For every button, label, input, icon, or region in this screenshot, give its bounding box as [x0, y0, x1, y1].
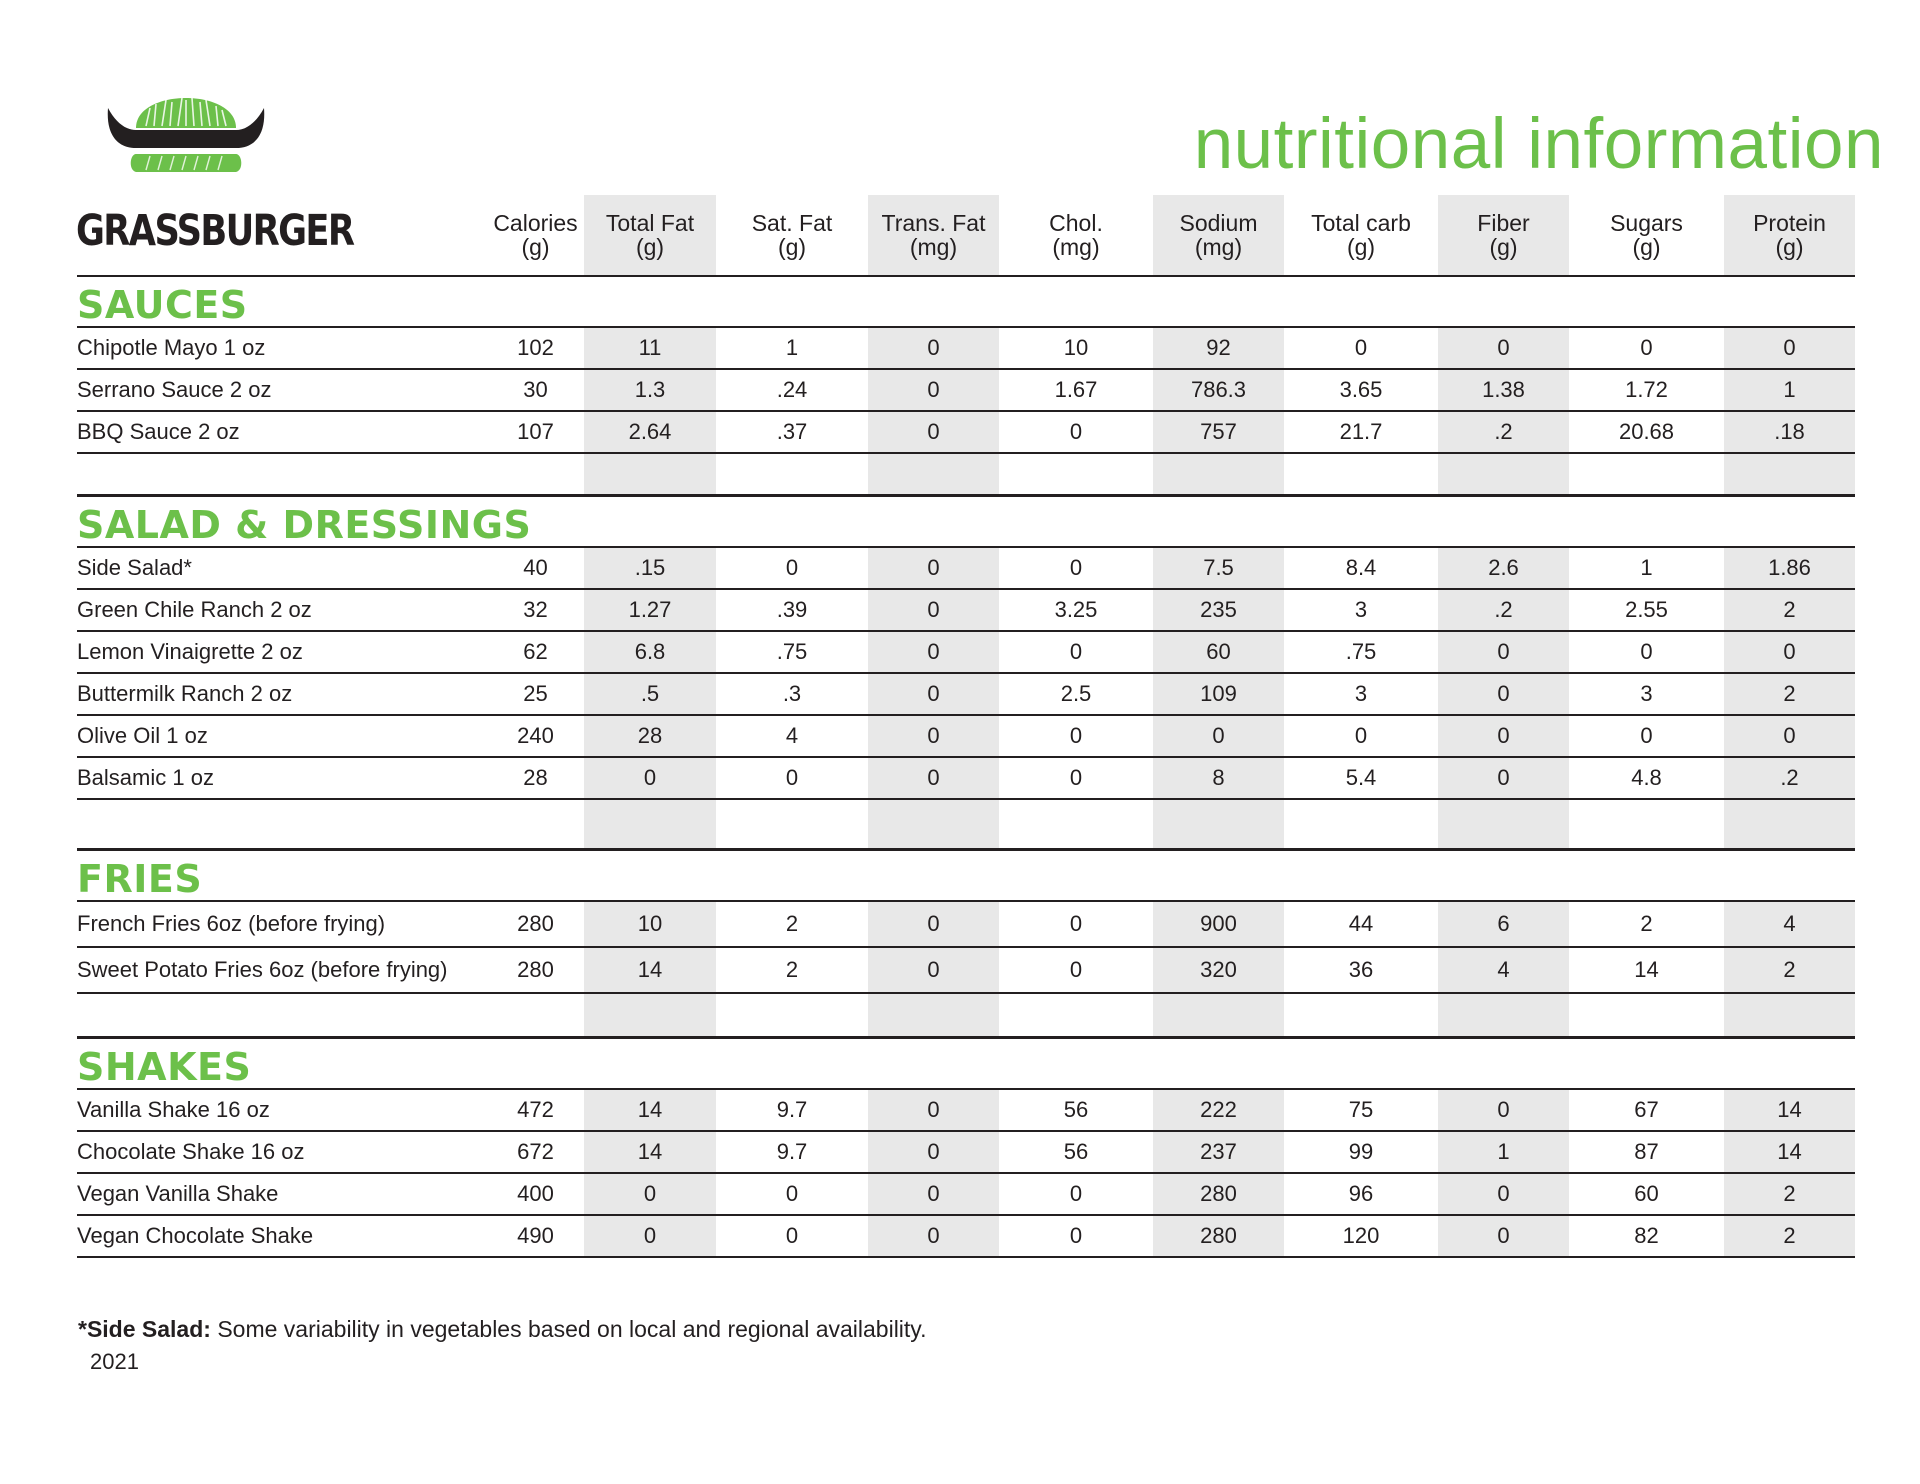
spacer-cell — [1569, 453, 1724, 496]
item-name: Chocolate Shake 16 oz — [77, 1131, 487, 1173]
table-row — [77, 715, 1855, 757]
footnote-text: Some variability in vegetables based on local and regional availability. — [210, 1316, 927, 1342]
spacer-cell — [1438, 993, 1569, 1038]
section-spacer-row — [77, 799, 1855, 850]
footnote — [78, 1316, 927, 1343]
section-title: SAUCES — [77, 283, 248, 327]
table-row — [77, 369, 1855, 411]
nutrient-value: 1.72 — [1569, 369, 1724, 411]
nutrient-value: 0 — [1438, 715, 1569, 757]
section-title: FRIES — [77, 857, 203, 901]
nutrient-value: 2 — [1724, 589, 1855, 631]
nutrient-value: 2 — [1569, 901, 1724, 947]
nutrient-value: 237 — [1153, 1131, 1284, 1173]
nutrient-value: 0 — [1438, 327, 1569, 369]
nutrient-value: 7.5 — [1153, 547, 1284, 589]
nutrient-value: 0 — [999, 411, 1153, 453]
page-title: nutritional information — [1193, 105, 1884, 184]
nutrient-value: 14 — [1724, 1131, 1855, 1173]
section-title: SHAKES — [77, 1045, 252, 1089]
spacer-cell — [1438, 453, 1569, 496]
nutrient-value: 10 — [584, 901, 716, 947]
item-name: Buttermilk Ranch 2 oz — [77, 673, 487, 715]
nutrient-value: 36 — [1284, 947, 1438, 993]
nutrient-value: 0 — [1724, 631, 1855, 673]
column-header-chol: Chol. (mg) — [1049, 210, 1103, 260]
nutrient-value: 757 — [1153, 411, 1284, 453]
nutrient-value: 2 — [1724, 1173, 1855, 1215]
nutrient-value: 0 — [999, 1173, 1153, 1215]
spacer-cell — [1153, 453, 1284, 496]
item-name: Sweet Potato Fries 6oz (before frying) — [77, 947, 487, 993]
table-row — [77, 547, 1855, 589]
nutrient-value: 96 — [1284, 1173, 1438, 1215]
nutrient-value: 0 — [868, 757, 999, 799]
nutrient-value: 11 — [584, 327, 716, 369]
nutrient-value: 0 — [868, 411, 999, 453]
nutrient-value: .15 — [584, 547, 716, 589]
nutrient-value: 0 — [1284, 327, 1438, 369]
column-header-calories: Calories (g) — [493, 210, 578, 260]
nutrient-value: 99 — [1284, 1131, 1438, 1173]
spacer-cell — [1724, 799, 1855, 850]
nutrient-value: 0 — [716, 1173, 868, 1215]
nutrient-value: 0 — [1153, 715, 1284, 757]
nutrient-value: 400 — [487, 1173, 584, 1215]
spacer-cell — [1153, 993, 1284, 1038]
nutrient-value: 4 — [1438, 947, 1569, 993]
nutrient-value: 0 — [1438, 631, 1569, 673]
nutrient-value: 1.27 — [584, 589, 716, 631]
nutrient-value: 0 — [584, 1215, 716, 1257]
column-header-total-carb: Total carb (g) — [1311, 210, 1411, 260]
header-item — [77, 195, 487, 276]
nutrient-value: 0 — [1284, 715, 1438, 757]
nutrient-value: .2 — [1438, 411, 1569, 453]
nutrient-value: .39 — [716, 589, 868, 631]
nutrient-value: 1 — [1724, 369, 1855, 411]
nutrient-value: 2.64 — [584, 411, 716, 453]
table-row — [77, 327, 1855, 369]
nutrient-value: 14 — [1569, 947, 1724, 993]
nutrient-value: 120 — [1284, 1215, 1438, 1257]
spacer-cell — [77, 799, 487, 850]
nutrient-value: 0 — [868, 901, 999, 947]
nutrient-value: 240 — [487, 715, 584, 757]
nutrient-value: 3 — [1284, 673, 1438, 715]
spacer-cell — [487, 799, 584, 850]
column-header-fiber: Fiber (g) — [1438, 195, 1569, 276]
nutrient-value: 3 — [1284, 589, 1438, 631]
nutrient-value: 0 — [716, 757, 868, 799]
nutrient-value: 1.86 — [1724, 547, 1855, 589]
nutrient-value: 67 — [1569, 1089, 1724, 1131]
nutrient-value: 10 — [999, 327, 1153, 369]
table-row — [77, 901, 1855, 947]
footnote-label: *Side Salad: — [78, 1316, 211, 1342]
column-header-trans-fat: Trans. Fat (mg) — [868, 195, 999, 276]
nutrient-value: 2 — [1724, 673, 1855, 715]
column-header-sat-fat: Sat. Fat (g) — [751, 210, 833, 260]
spacer-cell — [1284, 799, 1438, 850]
spacer-cell — [77, 993, 487, 1038]
section-title: SALAD & DRESSINGS — [77, 503, 532, 547]
spacer-cell — [1724, 453, 1855, 496]
nutrient-value: 280 — [487, 947, 584, 993]
nutrient-value: 92 — [1153, 327, 1284, 369]
nutrient-value: 6.8 — [584, 631, 716, 673]
nutrient-value: 14 — [584, 947, 716, 993]
nutrient-value: 44 — [1284, 901, 1438, 947]
spacer-cell — [868, 799, 999, 850]
section-heading-row — [77, 496, 1855, 548]
spacer-cell — [584, 993, 716, 1038]
nutrient-value: 900 — [1153, 901, 1284, 947]
nutrient-value: 0 — [868, 1173, 999, 1215]
nutrient-value: 1.67 — [999, 369, 1153, 411]
nutrient-value: 0 — [1438, 673, 1569, 715]
nutrient-value: 9.7 — [716, 1089, 868, 1131]
nutrient-value: 0 — [584, 757, 716, 799]
nutrient-value: 3 — [1569, 673, 1724, 715]
nutrient-value: .2 — [1724, 757, 1855, 799]
nutrient-value: 0 — [868, 369, 999, 411]
section-spacer-row — [77, 993, 1855, 1038]
nutrient-value: 1 — [716, 327, 868, 369]
nutrient-value: 0 — [1569, 327, 1724, 369]
spacer-cell — [1284, 993, 1438, 1038]
item-name: Balsamic 1 oz — [77, 757, 487, 799]
column-header-protein: Protein (g) — [1724, 195, 1855, 276]
nutrient-value: 4 — [1724, 901, 1855, 947]
nutrient-value: 60 — [1569, 1173, 1724, 1215]
nutrient-value: 2 — [1724, 947, 1855, 993]
spacer-cell — [77, 453, 487, 496]
nutrient-value: 2.6 — [1438, 547, 1569, 589]
item-name: Lemon Vinaigrette 2 oz — [77, 631, 487, 673]
nutrient-value: 672 — [487, 1131, 584, 1173]
spacer-cell — [584, 453, 716, 496]
nutrient-value: 1.38 — [1438, 369, 1569, 411]
nutrient-value: 0 — [868, 715, 999, 757]
nutrient-value: 1 — [1438, 1131, 1569, 1173]
nutrient-value: 56 — [999, 1089, 1153, 1131]
nutrient-value: 56 — [999, 1131, 1153, 1173]
nutrient-value: .37 — [716, 411, 868, 453]
table-end-line — [77, 1257, 1855, 1258]
nutrient-value: 280 — [1153, 1173, 1284, 1215]
nutrient-value: 0 — [1724, 715, 1855, 757]
spacer-cell — [1438, 799, 1569, 850]
end-line-cell — [77, 1257, 1855, 1258]
table-row — [77, 1131, 1855, 1173]
item-name: Serrano Sauce 2 oz — [77, 369, 487, 411]
nutrient-value: 32 — [487, 589, 584, 631]
year: 2021 — [90, 1349, 139, 1374]
nutrient-value: 280 — [1153, 1215, 1284, 1257]
item-name: Vanilla Shake 16 oz — [77, 1089, 487, 1131]
item-name: French Fries 6oz (before frying) — [77, 901, 487, 947]
column-header-sugars: Sugars (g) — [1610, 210, 1683, 260]
nutrient-value: 1 — [1569, 547, 1724, 589]
nutrient-value: 14 — [584, 1131, 716, 1173]
spacer-cell — [868, 993, 999, 1038]
item-name: BBQ Sauce 2 oz — [77, 411, 487, 453]
item-name: Vegan Chocolate Shake — [77, 1215, 487, 1257]
item-name: Chipotle Mayo 1 oz — [77, 327, 487, 369]
table-row — [77, 589, 1855, 631]
nutrient-value: 8 — [1153, 757, 1284, 799]
nutrient-value: 2 — [1724, 1215, 1855, 1257]
nutrient-value: 14 — [584, 1089, 716, 1131]
nutrient-value: 1.3 — [584, 369, 716, 411]
brand-name: GRASSBURGER — [76, 206, 354, 256]
spacer-cell — [716, 799, 868, 850]
nutrient-value: 0 — [868, 947, 999, 993]
bun-with-horns-logo-icon — [106, 78, 266, 188]
table-row — [77, 947, 1855, 993]
nutrient-value: .24 — [716, 369, 868, 411]
section-heading-row — [77, 1038, 1855, 1090]
nutrient-value: .3 — [716, 673, 868, 715]
nutrition-table — [77, 195, 1855, 1258]
nutrient-value: 75 — [1284, 1089, 1438, 1131]
spacer-cell — [1153, 799, 1284, 850]
nutrient-value: 2.55 — [1569, 589, 1724, 631]
nutrient-value: 20.68 — [1569, 411, 1724, 453]
nutrient-value: 62 — [487, 631, 584, 673]
nutrient-value: 4 — [716, 715, 868, 757]
table-row — [77, 757, 1855, 799]
nutrient-value: .2 — [1438, 589, 1569, 631]
nutrient-value: 3.25 — [999, 589, 1153, 631]
nutrient-value: 0 — [868, 1215, 999, 1257]
table-row — [77, 1215, 1855, 1257]
table-header-row — [77, 195, 1855, 276]
nutrient-value: 0 — [999, 547, 1153, 589]
nutrient-value: 0 — [1569, 715, 1724, 757]
nutrient-value: 87 — [1569, 1131, 1724, 1173]
nutrient-value: 0 — [584, 1173, 716, 1215]
nutrient-value: 30 — [487, 369, 584, 411]
spacer-cell — [487, 993, 584, 1038]
table-row — [77, 1089, 1855, 1131]
nutrient-value: 0 — [868, 1131, 999, 1173]
item-name: Side Salad* — [77, 547, 487, 589]
table-row — [77, 631, 1855, 673]
nutrient-value: 0 — [999, 757, 1153, 799]
nutrient-value: 25 — [487, 673, 584, 715]
spacer-cell — [487, 453, 584, 496]
nutrient-value: 0 — [1569, 631, 1724, 673]
nutrient-value: 490 — [487, 1215, 584, 1257]
nutrient-value: 320 — [1153, 947, 1284, 993]
spacer-cell — [1569, 993, 1724, 1038]
nutrient-value: .75 — [716, 631, 868, 673]
nutrient-value: .5 — [584, 673, 716, 715]
nutrient-value: 0 — [716, 547, 868, 589]
item-name: Green Chile Ranch 2 oz — [77, 589, 487, 631]
nutrient-value: 0 — [868, 1089, 999, 1131]
nutrient-value: 280 — [487, 901, 584, 947]
spacer-cell — [584, 799, 716, 850]
nutrient-value: 786.3 — [1153, 369, 1284, 411]
spacer-cell — [999, 799, 1153, 850]
spacer-cell — [1569, 799, 1724, 850]
nutrient-value: 2 — [716, 901, 868, 947]
spacer-cell — [1724, 993, 1855, 1038]
nutrient-value: 0 — [868, 673, 999, 715]
nutrient-value: 0 — [868, 589, 999, 631]
section-spacer-row — [77, 453, 1855, 496]
table-row — [77, 1173, 1855, 1215]
table-row — [77, 673, 1855, 715]
nutrient-value: .75 — [1284, 631, 1438, 673]
section-heading-row — [77, 850, 1855, 902]
nutrient-value: 102 — [487, 327, 584, 369]
nutrient-value: 0 — [999, 1215, 1153, 1257]
nutrient-value: 14 — [1724, 1089, 1855, 1131]
nutrient-value: 222 — [1153, 1089, 1284, 1131]
nutrient-value: 5.4 — [1284, 757, 1438, 799]
spacer-cell — [999, 993, 1153, 1038]
nutrient-value: 40 — [487, 547, 584, 589]
nutrient-value: 21.7 — [1284, 411, 1438, 453]
nutrient-value: 0 — [1438, 757, 1569, 799]
column-header-sodium: Sodium (mg) — [1153, 195, 1284, 276]
nutrient-value: 0 — [1438, 1089, 1569, 1131]
nutrient-value: 0 — [999, 901, 1153, 947]
nutrient-value: 3.65 — [1284, 369, 1438, 411]
nutrient-value: 28 — [584, 715, 716, 757]
nutrient-value: 0 — [999, 631, 1153, 673]
table-row — [77, 411, 1855, 453]
nutrient-value: .18 — [1724, 411, 1855, 453]
nutrient-value: 0 — [868, 547, 999, 589]
nutrient-value: 0 — [1724, 327, 1855, 369]
item-name: Olive Oil 1 oz — [77, 715, 487, 757]
spacer-cell — [868, 453, 999, 496]
spacer-cell — [1284, 453, 1438, 496]
spacer-cell — [716, 993, 868, 1038]
spacer-cell — [999, 453, 1153, 496]
nutrient-value: 0 — [1438, 1173, 1569, 1215]
nutrient-value: 0 — [999, 947, 1153, 993]
nutrient-value: 8.4 — [1284, 547, 1438, 589]
nutrient-value: 60 — [1153, 631, 1284, 673]
nutrient-value: 109 — [1153, 673, 1284, 715]
nutrient-value: 235 — [1153, 589, 1284, 631]
nutrient-value: 28 — [487, 757, 584, 799]
spacer-cell — [716, 453, 868, 496]
nutrient-value: 472 — [487, 1089, 584, 1131]
column-header-total-fat: Total Fat (g) — [584, 195, 716, 276]
nutrient-value: 0 — [999, 715, 1153, 757]
nutrient-value: 2.5 — [999, 673, 1153, 715]
nutrient-value: 6 — [1438, 901, 1569, 947]
nutrient-value: 0 — [868, 631, 999, 673]
nutrient-value: 9.7 — [716, 1131, 868, 1173]
nutrient-value: 0 — [1438, 1215, 1569, 1257]
item-name: Vegan Vanilla Shake — [77, 1173, 487, 1215]
nutrient-value: 107 — [487, 411, 584, 453]
nutrient-value: 82 — [1569, 1215, 1724, 1257]
nutrient-value: 4.8 — [1569, 757, 1724, 799]
table-body — [77, 276, 1855, 1258]
nutrient-value: 0 — [716, 1215, 868, 1257]
nutrient-value: 0 — [868, 327, 999, 369]
section-heading-row — [77, 276, 1855, 327]
nutrient-value: 2 — [716, 947, 868, 993]
